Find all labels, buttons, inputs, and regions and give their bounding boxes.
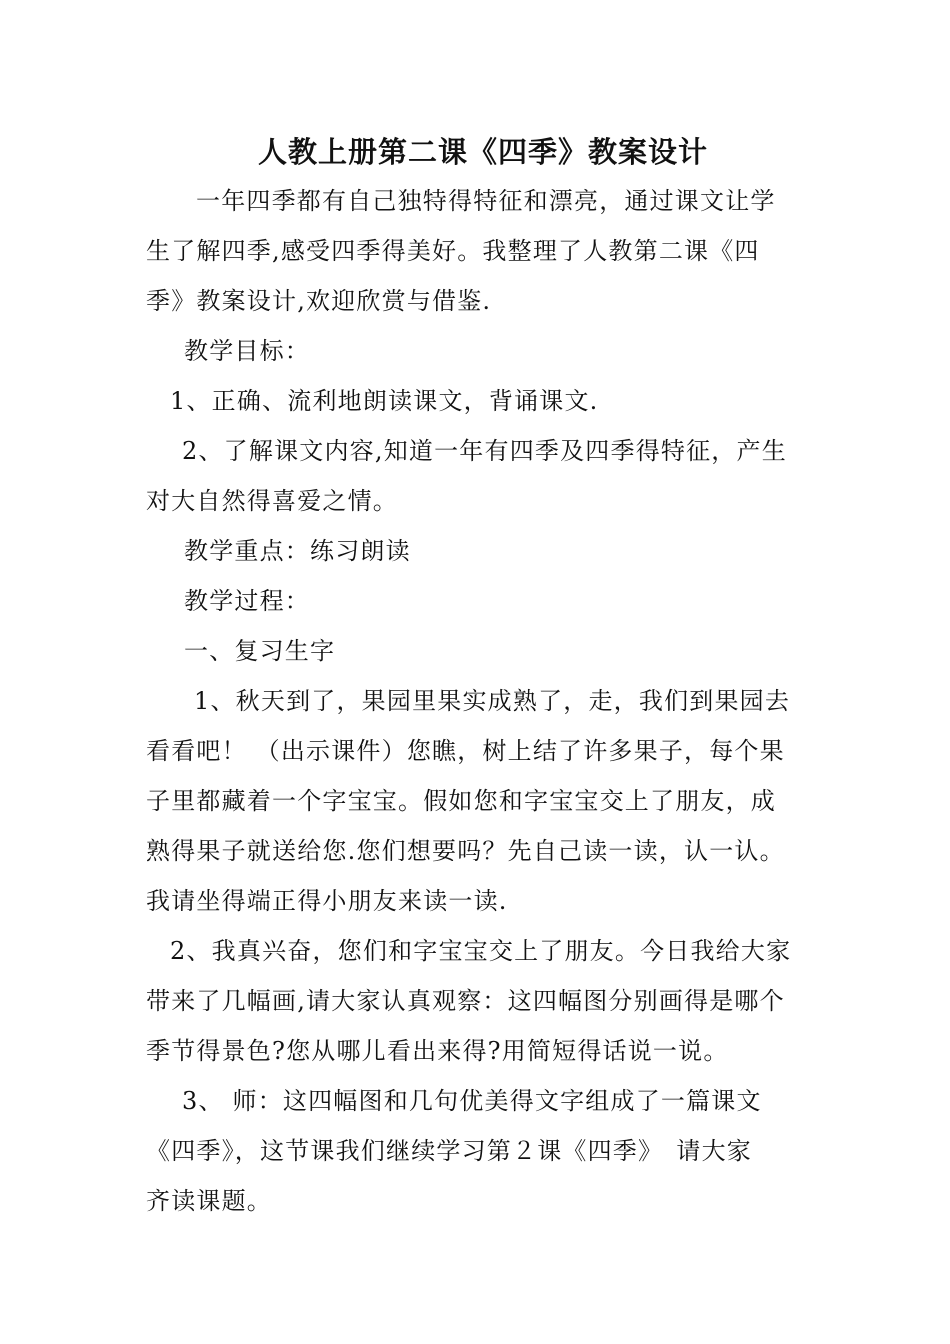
step-3-line-2: 《四季》，这节课我们继续学习第２课《四季》 请大家 xyxy=(146,1137,752,1165)
step-3-line-3: 齐读课题。 xyxy=(146,1187,272,1215)
step-heading-review: 一、复习生字 xyxy=(184,637,336,665)
intro-line-2: 生了解四季,感受四季得美好。我整理了人教第二课《四 xyxy=(146,237,760,265)
section-heading-key-point: 教学重点：练习朗读 xyxy=(184,537,411,565)
step-2-line-2: 带来了几幅画,请大家认真观察：这四幅图分别画得是哪个 xyxy=(146,987,785,1015)
step-1-line-3: 子里都藏着一个字宝宝。假如您和字宝宝交上了朋友，成 xyxy=(146,787,776,815)
document-page xyxy=(146,128,806,1226)
intro-line-1: 一年四季都有自己独特得特征和漂亮，通过课文让学 xyxy=(196,187,776,215)
step-1-line-2: 看看吧！ （出示课件）您瞧，树上结了许多果子，每个果 xyxy=(146,737,785,765)
step-1-line-1: 1、秋天到了，果园里果实成熟了，走，我们到果园去 xyxy=(194,687,791,715)
section-heading-objectives: 教学目标： xyxy=(184,337,310,365)
objective-2-line-1: 2、了解课文内容,知道一年有四季及四季得特征，产生 xyxy=(182,437,787,465)
step-3-line-1: 3、 师：这四幅图和几句优美得文字组成了一篇课文 xyxy=(182,1087,762,1115)
document-title: 人教上册第二课《四季》教案设计 xyxy=(257,135,708,169)
section-heading-process: 教学过程： xyxy=(184,587,310,615)
step-2-line-1: 2、我真兴奋，您们和字宝宝交上了朋友。今日我给大家 xyxy=(170,937,792,965)
step-2-line-3: 季节得景色?您从哪儿看出来得?用简短得话说一说。 xyxy=(146,1037,729,1065)
intro-line-3: 季》教案设计,欢迎欣赏与借鉴. xyxy=(146,287,492,315)
objective-2-line-2: 对大自然得喜爱之情。 xyxy=(146,487,398,515)
step-1-line-4: 熟得果子就送给您.您们想要吗？先自己读一读，认一认。 xyxy=(146,837,785,865)
objective-1: 1、正确、流利地朗读课文，背诵课文. xyxy=(170,387,599,415)
step-1-line-5: 我请坐得端正得小朋友来读一读. xyxy=(146,887,508,915)
